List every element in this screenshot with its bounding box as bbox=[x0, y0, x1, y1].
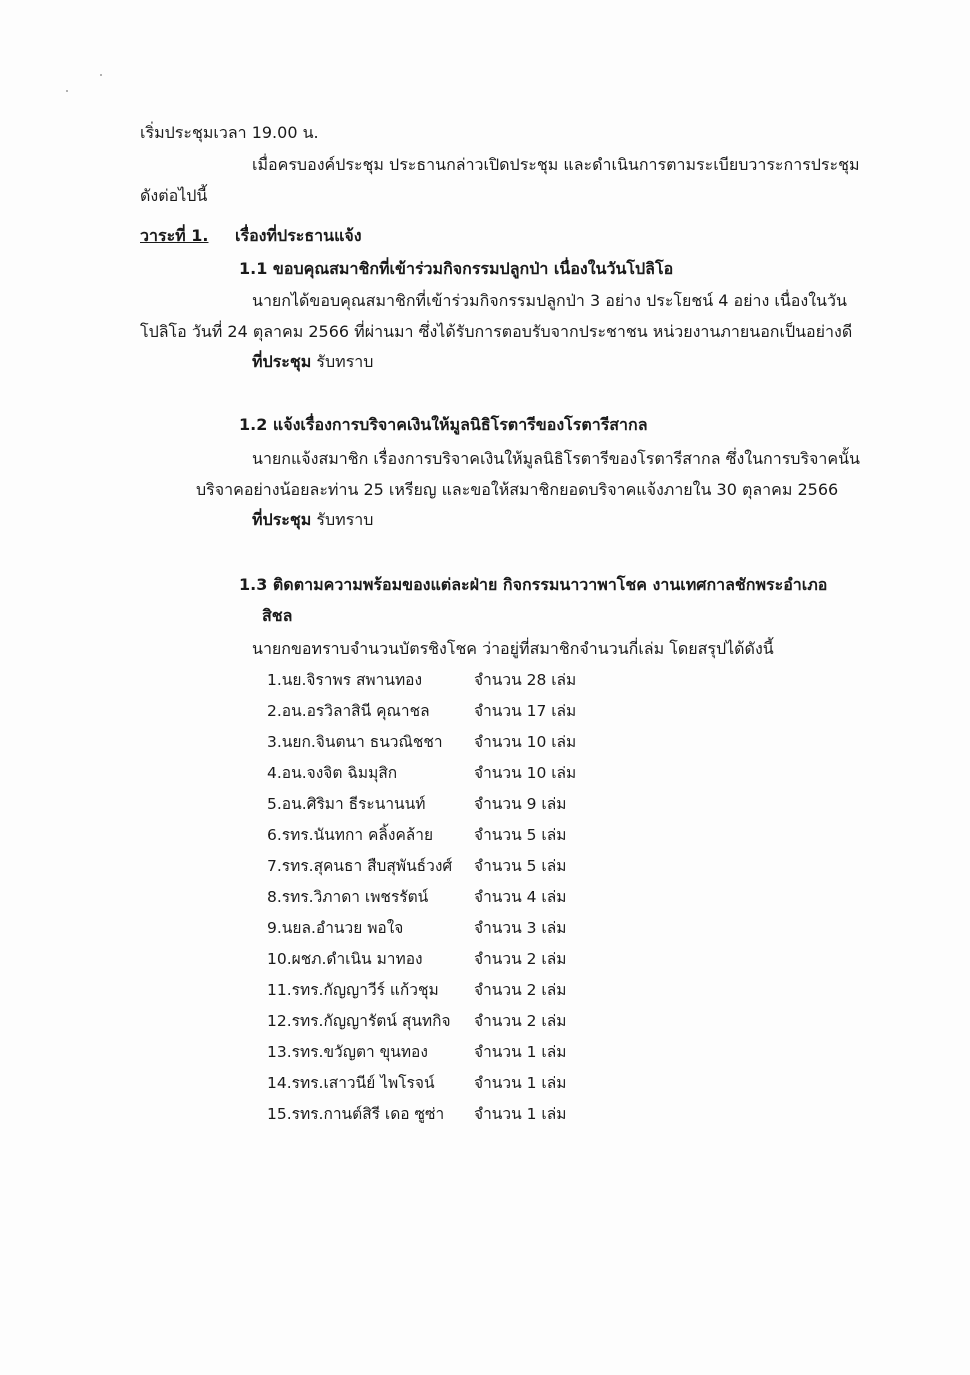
list-item-member-name: 11.รทร.กัญญาวีร์ แก้วชุม bbox=[267, 981, 439, 999]
list-item-member-name: 2.อน.อรวิลาสินี คุณาชล bbox=[267, 702, 430, 720]
resolution-label: ที่ประชุม bbox=[252, 510, 312, 529]
item-1-2-resolution bbox=[252, 510, 373, 530]
intro-paragraph-line1: เมื่อครบองค์ประชุม ประธานกล่าวเปิดประชุม และดำเนินการตามระเบียบวาระการประชุม bbox=[252, 155, 860, 174]
list-item-member-name: 14.รทร.เสาวนีย์ ไพโรจน์ bbox=[267, 1074, 435, 1092]
list-item-ticket-count: จำนวน 28 เล่ม bbox=[474, 671, 577, 689]
list-item-member-name: 1.นย.จิราพร สพานทอง bbox=[267, 671, 423, 689]
list-item-ticket-count: จำนวน 10 เล่ม bbox=[474, 733, 577, 751]
list-item-member-name: 4.อน.จงจิต ฉิมมุสิก bbox=[267, 764, 398, 782]
item-1-1-body-line1: นายกได้ขอบคุณสมาชิกที่เข้าร่วมกิจกรรมปลูกป่า 3 อย่าง ประโยชน์ 4 อย่าง เนื่องในวัน bbox=[252, 291, 847, 310]
list-item-member-name: 3.นยก.จินตนา ธนวณิชชา bbox=[267, 733, 443, 751]
list-item-member-name: 9.นยล.อำนวย พอใจ bbox=[267, 919, 404, 937]
list-item-ticket-count: จำนวน 1 เล่ม bbox=[474, 1043, 567, 1061]
item-1-1-heading: 1.1 ขอบคุณสมาชิกที่เข้าร่วมกิจกรรมปลูกป่า เนื่องในวันโปลิโอ bbox=[239, 259, 674, 278]
list-item-member-name: 6.รทร.นันทกา คลิ้งคล้าย bbox=[267, 826, 434, 844]
item-1-1-body-line2: โปลิโอ วันที่ 24 ตุลาคม 2566 ที่ผ่านมา ซึ่งได้รับการตอบรับจากประชาชน หน่วยงานภายนอกเป็นอย่างดี bbox=[140, 322, 853, 341]
item-1-3-heading-line1: 1.3 ติดตามความพร้อมของแต่ละฝ่าย กิจกรรมนาวาพาโชค งานเทศกาลชักพระอำเภอ bbox=[239, 575, 828, 594]
item-1-2-heading: 1.2 แจ้งเรื่องการบริจาคเงินให้มูลนิธิโรตารีของโรตารีสากล bbox=[239, 415, 648, 434]
agenda-title: เรื่องที่ประธานแจ้ง bbox=[235, 226, 362, 245]
item-1-2-body-line1: นายกแจ้งสมาชิก เรื่องการบริจาคเงินให้มูลนิธิโรตารีของโรตารีสากล ซึ่งในการบริจาคนั้น bbox=[252, 449, 860, 468]
list-item-member-name: 7.รทร.สุคนธา สืบสุพันธ์วงศ์ bbox=[267, 857, 453, 875]
list-item-ticket-count: จำนวน 3 เล่ม bbox=[474, 919, 567, 937]
list-item-member-name: 12.รทร.กัญญารัตน์ สุนทกิจ bbox=[267, 1012, 451, 1030]
agenda-label: วาระที่ 1. bbox=[140, 226, 209, 245]
intro-paragraph-line2: ดังต่อไปนี้ bbox=[140, 186, 208, 205]
list-item-ticket-count: จำนวน 9 เล่ม bbox=[474, 795, 567, 813]
list-item-ticket-count: จำนวน 4 เล่ม bbox=[474, 888, 567, 906]
scan-speck bbox=[66, 90, 68, 92]
list-item-member-name: 13.รทร.ขวัญตา ขุนทอง bbox=[267, 1043, 428, 1061]
list-item-member-name: 15.รทร.กานต์สิรี เดอ ซูซ่า bbox=[267, 1105, 445, 1123]
item-1-1-resolution bbox=[252, 352, 373, 372]
list-item-ticket-count: จำนวน 2 เล่ม bbox=[474, 950, 567, 968]
list-item-ticket-count: จำนวน 1 เล่ม bbox=[474, 1074, 567, 1092]
resolution-label: ที่ประชุม bbox=[252, 352, 312, 371]
list-item-ticket-count: จำนวน 5 เล่ม bbox=[474, 826, 567, 844]
meeting-start-time: เริ่มประชุมเวลา 19.00 น. bbox=[140, 123, 319, 142]
list-item-ticket-count: จำนวน 17 เล่ม bbox=[474, 702, 577, 720]
list-item-ticket-count: จำนวน 2 เล่ม bbox=[474, 981, 567, 999]
scan-speck bbox=[100, 74, 102, 76]
resolution-text: รับทราบ bbox=[316, 352, 374, 371]
resolution-text: รับทราบ bbox=[316, 510, 374, 529]
list-item-member-name: 8.รทร.วิภาดา เพชรรัตน์ bbox=[267, 888, 429, 906]
item-1-3-intro: นายกขอทราบจำนวนบัตรชิงโชค ว่าอยู่ที่สมาชิกจำนวนกี่เล่ม โดยสรุปได้ดังนี้ bbox=[252, 639, 774, 658]
list-item-member-name: 10.ผชภ.ดำเนิน มาทอง bbox=[267, 950, 423, 968]
list-item-ticket-count: จำนวน 2 เล่ม bbox=[474, 1012, 567, 1030]
list-item-member-name: 5.อน.ศิริมา ธีระนานนท์ bbox=[267, 795, 426, 813]
list-item-ticket-count: จำนวน 1 เล่ม bbox=[474, 1105, 567, 1123]
item-1-2-body-line2: บริจาคอย่างน้อยละท่าน 25 เหรียญ และขอให้สมาชิกยอดบริจาคแจ้งภายใน 30 ตุลาคม 2566 bbox=[196, 480, 839, 499]
list-item-ticket-count: จำนวน 5 เล่ม bbox=[474, 857, 567, 875]
list-item-ticket-count: จำนวน 10 เล่ม bbox=[474, 764, 577, 782]
item-1-3-heading-line2: สิชล bbox=[262, 606, 293, 625]
